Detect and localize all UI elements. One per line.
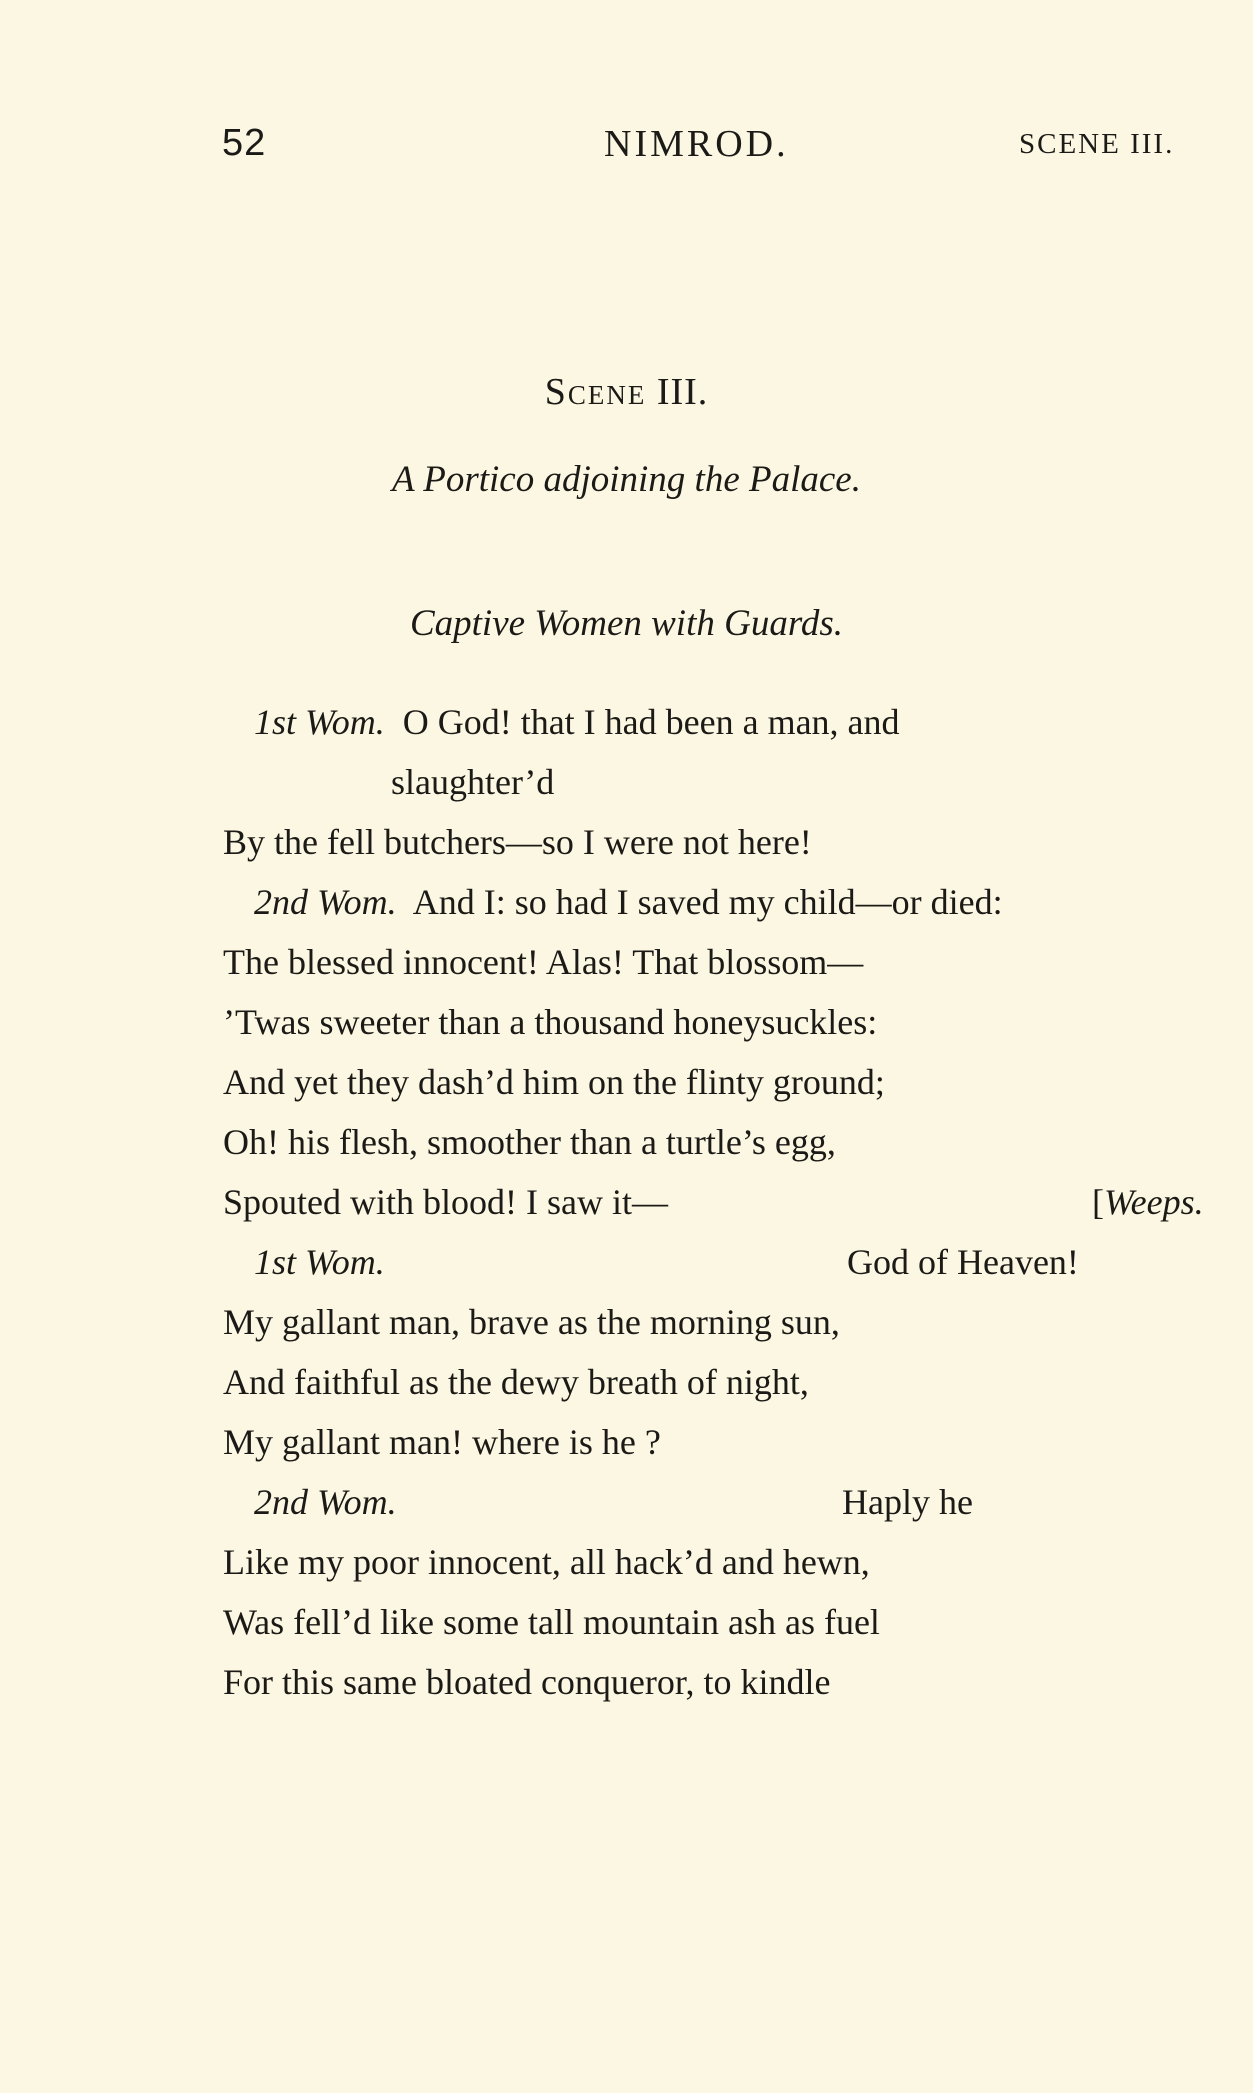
verse-line-14-speaker [254, 1479, 397, 1525]
verse-text: slaughter’d [391, 762, 555, 802]
scene-reference: SCENE III. [1019, 128, 1175, 160]
verse-line-14 [842, 1479, 973, 1525]
verse-line-8 [223, 1119, 836, 1165]
speaker-label: 2nd Wom. [254, 882, 397, 922]
verse-text: Haply he [842, 1482, 973, 1522]
speaker-label: 1st Wom. [254, 1242, 385, 1282]
verse-text: My gallant man! where is he ? [223, 1422, 661, 1462]
verse-line-1 [254, 699, 900, 745]
verse-line-10 [847, 1239, 1079, 1285]
verse-text: And yet they dash’d him on the flinty ground; [223, 1062, 885, 1102]
verse-text: For this same bloated conqueror, to kindle [223, 1662, 831, 1702]
scene-heading [0, 370, 1253, 414]
verse-line-6 [223, 999, 877, 1045]
scene-heading-word: Scene [544, 371, 647, 413]
verse-text: By the fell butchers—so I were not here! [223, 822, 812, 862]
speaker-label: 2nd Wom. [254, 1482, 397, 1522]
verse-line-17 [223, 1659, 830, 1705]
verse-line-11 [223, 1299, 840, 1345]
scene-heading-numeral: III. [656, 371, 709, 413]
verse-text: O God! that I had been a man, and [402, 702, 900, 742]
verse-text: Spouted with blood! I saw it— [223, 1182, 668, 1222]
verse-line-4 [254, 879, 1003, 925]
verse-line-7 [223, 1059, 885, 1105]
verse-text: And I: so had I saved my child—or died: [412, 882, 1003, 922]
page-header [0, 122, 1253, 172]
verse-line-15 [223, 1539, 870, 1585]
verse-line-3 [223, 819, 812, 865]
verse-text: Was fell’d like some tall mountain ash as fuel [223, 1602, 880, 1642]
verse-line-12 [223, 1359, 809, 1405]
verse-text: Like my poor innocent, all hack’d and hewn, [223, 1542, 870, 1582]
scene-setting: A Portico adjoining the Palace. [392, 459, 861, 500]
verse-line-2 [391, 759, 554, 805]
verse-line-13 [223, 1419, 661, 1465]
verse-text: God of Heaven! [847, 1242, 1079, 1282]
verse-text: Oh! his flesh, smoother than a turtle’s egg, [223, 1122, 836, 1162]
verse-line-5 [223, 939, 863, 985]
verse-text: ’Twas sweeter than a thousand honeysuckles: [223, 1002, 878, 1042]
verse-text: The blessed innocent! Alas! That blossom— [223, 942, 864, 982]
running-title: NIMROD. [604, 123, 789, 165]
verse-line-16 [223, 1599, 880, 1645]
verse-text: And faithful as the dewy breath of night, [223, 1362, 809, 1402]
stage-direction: Captive Women with Guards. [409, 603, 844, 644]
speaker-label: 1st Wom. [254, 702, 385, 742]
page-number: 52 [222, 122, 267, 164]
stage-direction-weeps: [Weeps. [1092, 1182, 1204, 1222]
verse-text: My gallant man, brave as the morning sun, [223, 1302, 840, 1342]
verse-line-9 [223, 1179, 668, 1225]
verse-line-10-speaker [254, 1239, 385, 1285]
